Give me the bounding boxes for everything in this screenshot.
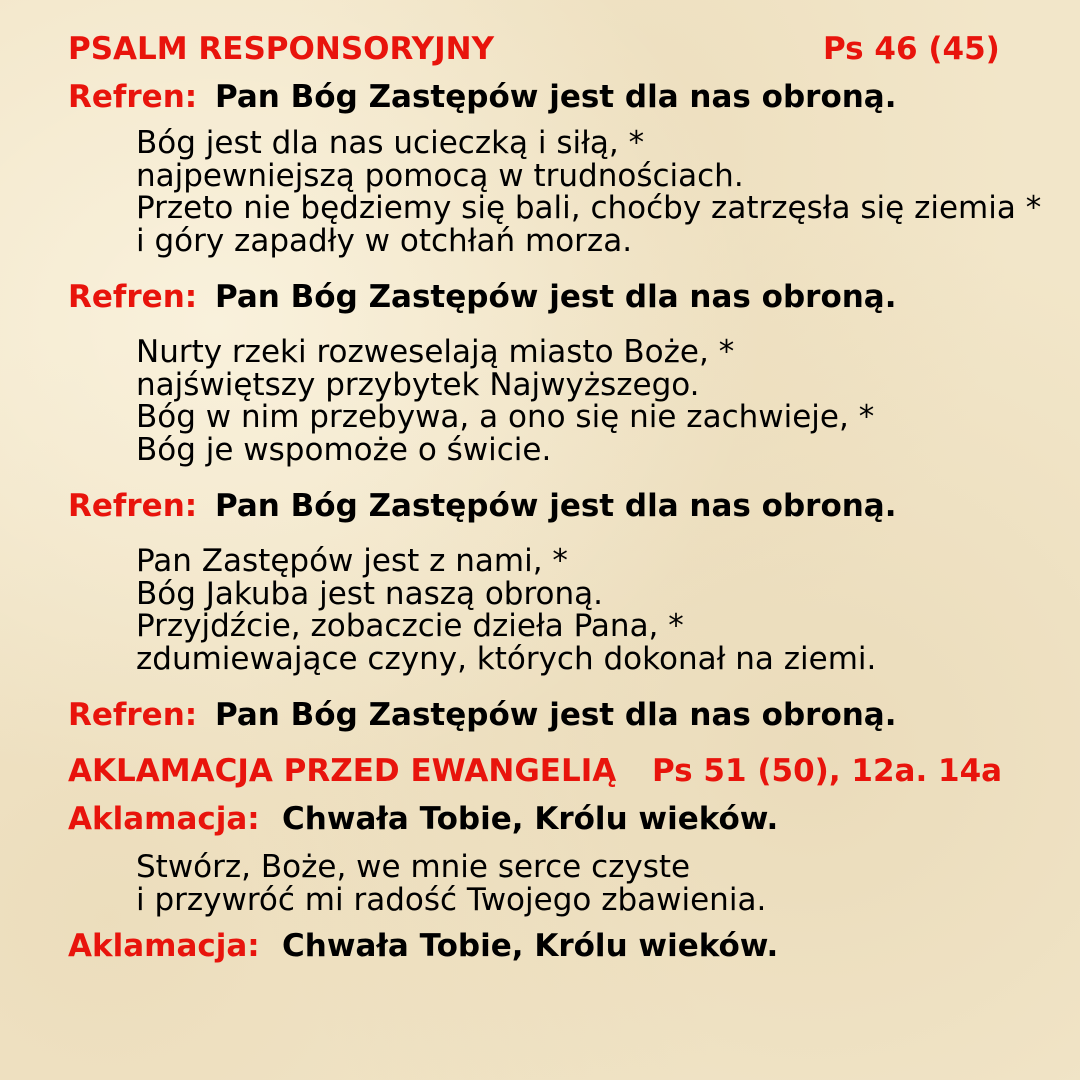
acclamation-text: Chwała Tobie, Królu wieków.	[282, 801, 779, 837]
verse-line: i przywróć mi radość Twojego zbawienia.	[136, 881, 767, 918]
stanza-line: Bóg Jakuba jest naszą obroną.	[136, 575, 604, 612]
acclamation-reference: Ps 51 (50), 12a. 14a	[652, 753, 1003, 789]
stanza-line: Bóg w nim przebywa, a ono się nie zachwieje, *	[136, 399, 875, 435]
stanza-line: zdumiewające czyny, których dokonał na ziemi.	[136, 640, 877, 677]
refrain-label: Refren:	[68, 79, 198, 115]
stanza-line: Pan Zastępów jest z nami, *	[136, 543, 568, 579]
psalm-reference: Ps 46 (45)	[823, 31, 1000, 67]
refrain-text: Pan Bóg Zastępów jest dla nas obroną.	[215, 697, 897, 733]
stanza-line: najpewniejszą pomocą w trudnościach.	[136, 157, 744, 194]
verse-line: Stwórz, Boże, we mnie serce czyste	[136, 849, 691, 885]
stanza-line: i góry zapadły w otchłań morza.	[136, 222, 633, 259]
refrain-text: Pan Bóg Zastępów jest dla nas obroną.	[215, 488, 897, 524]
stanza-line: Bóg je wspomoże o świcie.	[136, 431, 552, 468]
stanza-line: Przyjdźcie, zobaczcie dzieła Pana, *	[136, 608, 684, 644]
refrain-label: Refren:	[68, 697, 198, 733]
refrain-text: Pan Bóg Zastępów jest dla nas obroną.	[215, 279, 897, 315]
refrain-text: Pan Bóg Zastępów jest dla nas obroną.	[215, 79, 897, 115]
stanza-line: Przeto nie będziemy się bali, choćby zatrzęsła się ziemia *	[136, 190, 1042, 226]
stanza-line: Bóg jest dla nas ucieczką i siłą, *	[136, 125, 645, 161]
psalm-stanza-3	[136, 545, 876, 675]
acclamation-verse	[136, 851, 766, 916]
psalm-stanza-1	[136, 127, 1041, 257]
acclamation-text: Chwała Tobie, Królu wieków.	[282, 928, 779, 964]
refrain-label: Refren:	[68, 279, 198, 315]
acclamation-label: Aklamacja:	[68, 928, 260, 964]
psalm-title: PSALM RESPONSORYJNY	[68, 31, 495, 67]
stanza-line: Nurty rzeki rozweselają miasto Boże, *	[136, 334, 735, 370]
acclamation-label: Aklamacja:	[68, 801, 260, 837]
stanza-line: najświętszy przybytek Najwyższego.	[136, 366, 700, 403]
refrain-label: Refren:	[68, 488, 198, 524]
acclamation-title: AKLAMACJA PRZED EWANGELIĄ	[68, 753, 617, 789]
psalm-stanza-2	[136, 336, 874, 466]
